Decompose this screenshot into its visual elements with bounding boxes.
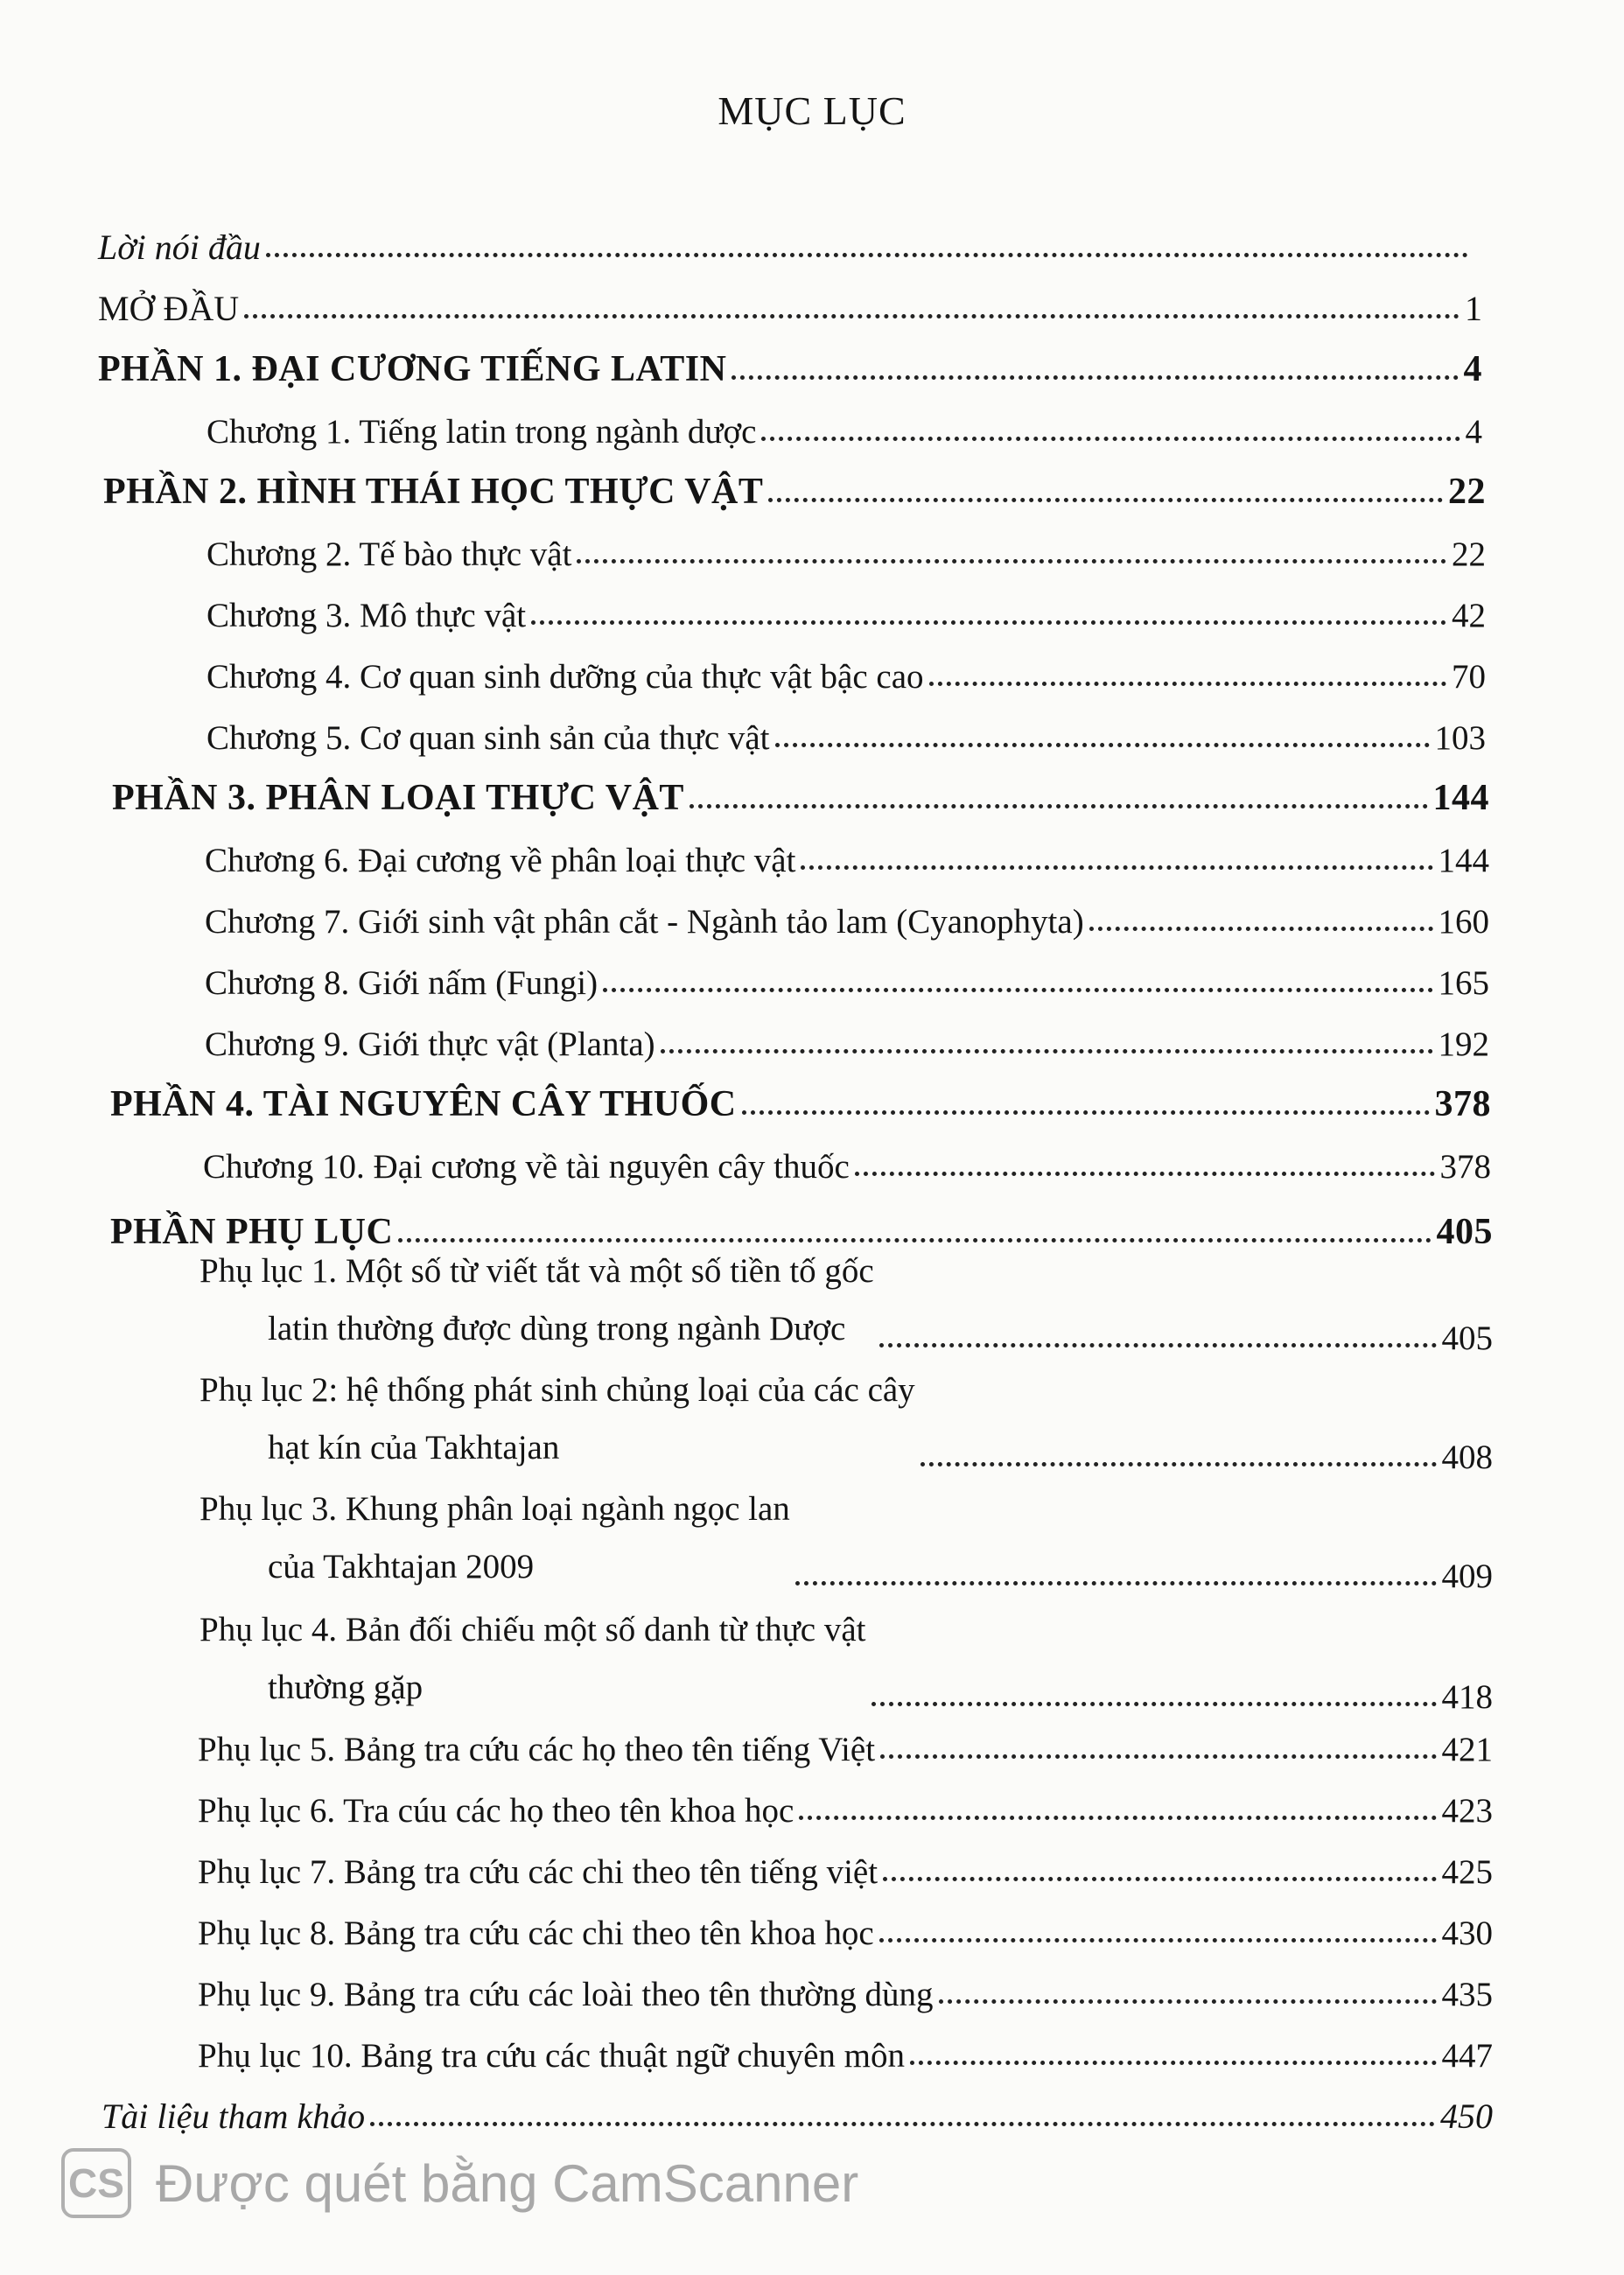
toc-entry-page: 418: [1441, 1678, 1493, 1716]
toc-entry-appendix-2: [200, 1363, 1493, 1477]
toc-entry-part-2: [103, 452, 1486, 513]
toc-entry-label: Lời nói đầu: [98, 228, 261, 267]
toc-leader: [577, 559, 1446, 564]
toc-leader: [244, 314, 1460, 318]
toc-entry-label-line1: Phụ lục 1. Một số từ viết tắt và một số tiền tố gốc: [200, 1252, 874, 1290]
toc-entry-appendix-10: [198, 2014, 1493, 2076]
toc-entry-label: Phụ lục 8. Bảng tra cứu các chi theo tên khoa học: [198, 1914, 874, 1952]
toc-entry-label: Chương 1. Tiếng latin trong ngành dược: [206, 413, 757, 451]
toc-entry-page: 144: [1438, 842, 1489, 879]
toc-leader: [266, 253, 1468, 257]
camscanner-watermark: [61, 2148, 858, 2218]
toc-entry-page: 22: [1452, 536, 1486, 573]
toc-entry-label: MỞ ĐẦU: [98, 289, 240, 328]
toc-entry-page: 423: [1441, 1792, 1493, 1830]
toc-leader: [855, 1172, 1435, 1176]
toc-entry-page: 4: [1465, 413, 1482, 451]
toc-entry-label: Phụ lục 5. Bảng tra cứu các họ theo tên tiếng Việt: [198, 1731, 876, 1768]
toc-entry-label: Phụ lục 9. Bảng tra cứu các loài theo tên thường dùng: [198, 1976, 934, 2013]
toc-entry-part-1: [98, 329, 1482, 390]
watermark-text: Được quét bằng CamScanner: [156, 2153, 859, 2213]
toc-entry-label: Chương 4. Cơ quan sinh dưỡng của thực vật bậc cao: [206, 658, 924, 696]
toc-entry-label: Phụ lục 6. Tra cúu các họ theo tên khoa học: [198, 1792, 794, 1830]
toc-entry-chapter-6: [205, 819, 1489, 880]
toc-entry-label: [200, 1362, 915, 1477]
toc-leader: [939, 1999, 1437, 2004]
toc-entry-page: 378: [1434, 1084, 1491, 1124]
toc-entry-label-line2: thường gặp: [268, 1669, 424, 1706]
toc-leader: [370, 2122, 1435, 2126]
toc-leader: [795, 1581, 1437, 1586]
toc-entry-label: [200, 1242, 874, 1358]
toc-entry-page: 430: [1441, 1914, 1493, 1952]
toc-entry-appendix-5: [198, 1708, 1493, 1769]
toc-entry-label: PHẦN 1. ĐẠI CƯƠNG TIẾNG LATIN: [98, 349, 727, 389]
toc-entry-page: 4: [1463, 349, 1482, 389]
toc-entry-label-line2: latin thường được dùng trong ngành Dược: [268, 1310, 846, 1348]
toc-leader: [801, 865, 1432, 870]
toc-entry-chapter-10: [203, 1125, 1491, 1186]
toc-leader: [910, 2061, 1437, 2065]
toc-leader: [880, 1754, 1436, 1759]
toc-entry-label: Tài liệu tham khảo: [102, 2096, 366, 2136]
toc-entry-appendix-1: [200, 1244, 1493, 1358]
toc-entry-label: Chương 10. Đại cương về tài nguyên cây thuốc: [203, 1148, 850, 1186]
toc-entry-chapter-9: [205, 1003, 1489, 1064]
toc-entry-label-line1: Phụ lục 3. Khung phân loại ngành ngọc lan: [200, 1490, 790, 1528]
toc-entry-page: 192: [1438, 1026, 1489, 1063]
toc-entry-appendix-9: [198, 1953, 1493, 2014]
toc-entry-label: Phụ lục 10. Bảng tra cứu các thuật ngữ chuyên môn: [198, 2037, 905, 2075]
toc-entry-page: 160: [1438, 903, 1489, 941]
toc-entry-page: 42: [1452, 597, 1486, 634]
toc-entry-chapter-3: [206, 574, 1486, 635]
toc-entry-label: [200, 1601, 866, 1717]
toc-entry-label: Chương 8. Giới nấm (Fungi): [205, 964, 598, 1002]
toc-leader: [531, 620, 1446, 625]
toc-entry-page: 22: [1448, 472, 1486, 512]
toc-leader: [879, 1343, 1437, 1348]
toc-leader: [775, 743, 1430, 747]
toc-entry-chapter-5: [206, 696, 1486, 758]
toc-leader: [883, 1877, 1436, 1881]
toc-entry-page: 144: [1432, 778, 1489, 818]
toc-entry-appendix-4: [200, 1603, 1493, 1717]
toc-entry-label: PHẦN 4. TÀI NGUYÊN CÂY THUỐC: [110, 1084, 737, 1124]
toc-entry-label: Phụ lục 7. Bảng tra cứu các chi theo tên tiếng việt: [198, 1853, 878, 1891]
toc-leader: [920, 1462, 1437, 1466]
toc-entry-chapter-2: [206, 513, 1486, 574]
toc-entry-page: 70: [1452, 658, 1486, 696]
toc-entry-label: [200, 1480, 790, 1596]
toc-entry-appendix-8: [198, 1892, 1493, 1953]
toc-entry-page: 425: [1441, 1853, 1493, 1891]
toc-entry-part-3: [112, 758, 1489, 819]
toc-entry-chapter-1: [206, 390, 1482, 452]
toc-entry-chapter-8: [205, 942, 1489, 1003]
toc-entry-label: Chương 2. Tế bào thực vật: [206, 536, 572, 573]
toc-entry-label-line2: của Takhtajan 2009: [268, 1548, 535, 1586]
toc-entry-chapter-7: [205, 880, 1489, 942]
toc-entry-part-4: [110, 1064, 1491, 1125]
toc-leader: [929, 682, 1446, 686]
page-title: MỤC LỤC: [718, 88, 906, 133]
toc-entry-label: PHẦN 2. HÌNH THÁI HỌC THỰC VẬT: [103, 472, 764, 512]
toc-entry-page: 1: [1465, 289, 1482, 328]
toc-entry-label: PHẦN PHỤ LỤC: [110, 1212, 394, 1252]
toc-leader: [1089, 927, 1433, 931]
toc-entry-label: Chương 7. Giới sinh vật phân cắt - Ngành tảo lam (Cyanophyta): [205, 903, 1084, 941]
toc-entry-page: 378: [1439, 1148, 1491, 1186]
toc-entry-label: Chương 5. Cơ quan sinh sản của thực vật: [206, 719, 770, 757]
toc-entry-page: 421: [1441, 1731, 1493, 1768]
toc-entry-page: 409: [1441, 1558, 1493, 1595]
toc-entry-label: Chương 9. Giới thực vật (Planta): [205, 1026, 655, 1063]
toc-leader: [690, 804, 1428, 808]
toc-entry-appendix-7: [198, 1830, 1493, 1892]
toc-entry-page: 165: [1438, 964, 1489, 1002]
toc-leader: [872, 1702, 1437, 1706]
toc-entry-references: [102, 2076, 1493, 2137]
toc-entry-page: 447: [1441, 2037, 1493, 2075]
toc-entry-label: Chương 3. Mô thực vật: [206, 597, 527, 634]
toc-leader: [603, 988, 1432, 992]
toc-entry-page: 450: [1440, 2096, 1493, 2136]
toc-entry-label: PHẦN 3. PHÂN LOẠI THỰC VẬT: [112, 778, 684, 818]
toc-entry-appendix-3: [200, 1482, 1493, 1596]
toc-leader: [732, 375, 1458, 380]
toc-leader: [761, 437, 1460, 441]
toc-entry-preface: [98, 206, 1482, 268]
toc-entry-chapter-4: [206, 635, 1486, 696]
toc-leader: [661, 1049, 1433, 1054]
toc-leader: [879, 1938, 1437, 1942]
toc-entry-introduction: [98, 268, 1482, 329]
toc-entry-label-line1: Phụ lục 2: hệ thống phát sinh chủng loại của các cây: [200, 1371, 915, 1409]
toc-leader: [742, 1110, 1430, 1115]
toc-entry-page: 435: [1441, 1976, 1493, 2013]
toc-entry-label-line1: Phụ lục 4. Bản đối chiếu một số danh từ thực vật: [200, 1611, 866, 1648]
toc-entry-page: 103: [1434, 719, 1486, 757]
toc-entry-appendix-6: [198, 1769, 1493, 1830]
toc-entry-label-line2: hạt kín của Takhtajan: [268, 1429, 560, 1466]
camscanner-logo-icon: CS: [61, 2148, 131, 2218]
toc-leader: [768, 498, 1443, 502]
toc-entry-page: 408: [1441, 1438, 1493, 1476]
toc-entry-label: Chương 6. Đại cương về phân loại thực vật: [205, 842, 796, 879]
toc-leader: [799, 1816, 1436, 1820]
toc-entry-page: 405: [1436, 1212, 1493, 1252]
toc-entry-page: 405: [1441, 1320, 1493, 1357]
